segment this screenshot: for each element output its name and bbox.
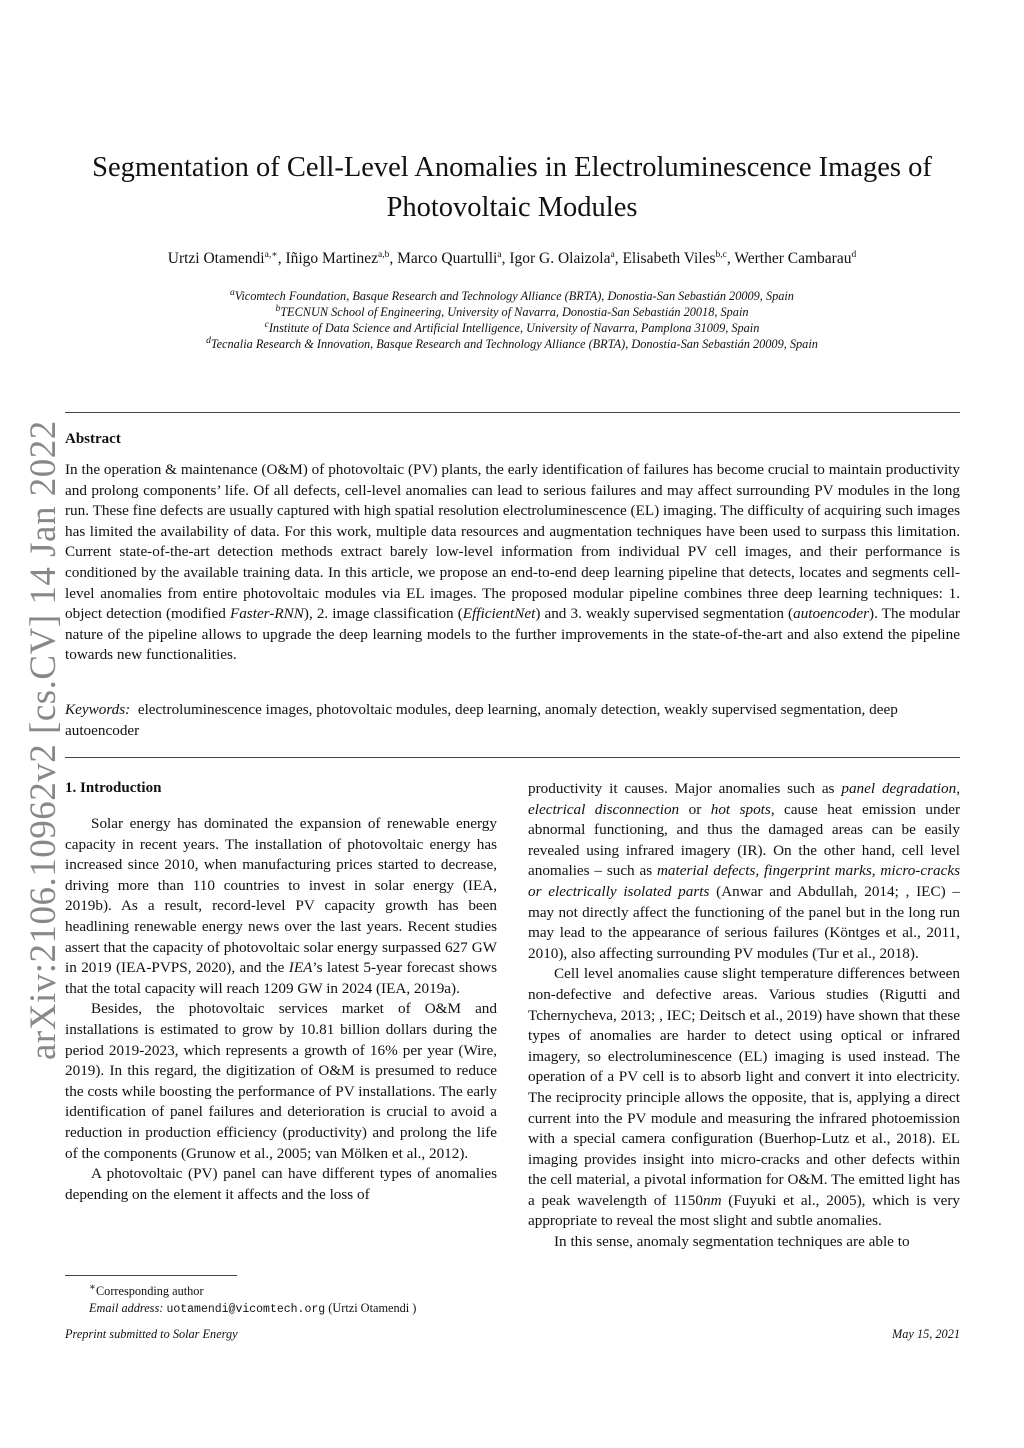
affiliation-mark: c [264,320,269,330]
author-affiliation-mark: a [497,250,502,260]
author-separator: , [614,250,623,268]
abstract-heading: Abstract [65,431,121,447]
abstract-text: ). The modular nature of the pipeline allows to upgrade the deep learning models to the further improvements in the state-of-the-art and also extend the pipeline towards new functionalities. [65,605,960,664]
body-paragraph: Besides, the photovoltaic services market of O&M and installations is estimated to grow by 10.81 billion dollars during the period 2019-2023, which represents a growth of 16% per year (Wire, 2019). In this regard, the digitization of O&M is presumed to reduce the costs while boosting the performance of PV installations. The early identification of panel failures and deterioration is crucial to avoid a reduction in production efficiency (productivity) and prolong the life of the components (Grunow et al., 2005; van Mölken et al., 2012). [65,1000,497,1162]
author-name: Igor G. Olaizola [509,250,611,268]
paragraph-text: Cell level anomalies cause slight temperature differences between non-defective and defective areas. Various studies (Rigutti and Tchernycheva, 2013; , IEC; Deitsch et al., 2019) have shown that these types of anomalies are harder to detect using optical or infrared imagery, so electroluminescence (EL) imaging is used instead. The operation of a PV cell is to absorb light and convert it into electricity. The reciprocity principle allows the opposite, that is, applying a direct current into the PV module and measuring the infrared photoemission with a special camera configuration (Buerhop-Lutz et al., 2018). EL imaging provides insight into micro-cracks and other defects within the cell material, a pivotal information for O&M. The emitted light has a peak wavelength of 1150 [528,965,960,1209]
author-affiliation-mark: a,∗ [264,250,278,260]
email-owner: (Urtzi Otamendi ) [328,1301,417,1316]
footnote [65,1279,497,1318]
abstract-bottom-rule [65,757,960,758]
affiliation-text: Tecnalia Research & Innovation, Basque Research and Technology Alliance (BRTA), Donostia-San Sebastián 20009, Spain [210,337,818,352]
footer-date: May 15, 2021 [892,1327,960,1341]
abstract-body [65,460,960,666]
keywords-text: electroluminescence images, photovoltaic modules, deep learning, anomaly detection, weakly supervised segmentation, deep autoencoder [65,701,898,739]
affiliation-text: TECNUN School of Engineering, University of Navarra, Donostia-San Sebastián 20018, Spain [280,305,749,320]
paragraph-text: , cause heat emission under abnormal functioning, and thus the damaged areas can be easily revealed using infrared imagery (IR). On the other hand, cell level anomalies – such as [528,800,961,880]
author-name: Marco Quartulli [397,250,498,268]
abstract-text: In the operation & maintenance (O&M) of photovoltaic (PV) plants, the early identification of failures has become crucial to maintain productivity and prolong components’ life. Of all defects, cell-level anomalies can lead to serious failures and may affect surrounding PV modules in the long run. These fine defects are usually captured with high spatial resolution electroluminescence (EL) imaging. The difficulty of acquiring such images has limited the availability of data. For this work, multiple data resources and augmentation techniques have been used to surpass this limitation. Current state-of-the-art detection methods extract barely low-level information from individual PV cell images, and their performance is conditioned by the available training data. In this article, we propose an end-to-end deep learning pipeline that detects, locates and segments cell-level anomalies from entire photovoltaic modules via EL images. The proposed modular pipeline combines three deep learning techniques: 1. object detection (modified [65,461,960,623]
footnote-mark: ∗ [89,1282,96,1293]
footer-preprint-note: Preprint submitted to Solar Energy [65,1327,238,1341]
paragraph-text: , [956,780,960,797]
paragraph-text: (Anwar and Abdullah, 2014; , IEC) – may not directly affect the functioning of the panel but in the long run may lead to the appearance of serious failures (Köntges et al., 2011, 2010), also affecting surrounding PV modules (Tur et al., 2018). [528,882,960,962]
affiliation-text: Vicomtech Foundation, Basque Research and Technology Alliance (BRTA), Donostia-San Sebastián 20009, Spain [234,289,794,304]
author-affiliation-mark: b,c [715,250,727,260]
author-name: Elisabeth Viles [622,250,716,268]
abstract-emphasis: Faster-RNN [229,605,304,623]
arxiv-identifier-stamp: arXiv:2106.10962v2 [cs.CV] 14 Jan 2022 [23,420,64,1060]
paragraph-text: Solar energy has dominated the expansion of renewable energy capacity in recent years. The installation of photovoltaic energy has increased since 2010, when manufacturing prices started to decrease, driving more than 110 countries to invest in solar energy (IEA, 2019b). As a result, record-level PV capacity growth has been headlining renewable energy news over the last years. Recent studies assert that the capacity of photovoltaic solar energy surpassed 627 GW in 2019 (IEA-PVPS, 2020), and the [65,815,497,977]
affiliation-text: Institute of Data Science and Artificial Intelligence, University of Navarra, Pamplona 31009, Spain [268,321,760,336]
author-separator: , [389,250,398,268]
affiliation-line [40,288,984,304]
author-affiliation-mark: a,b [377,250,390,260]
author-affiliation-mark: d [851,250,857,260]
body-paragraph: In this sense, anomaly segmentation techniques are able to [554,1233,910,1251]
paragraph-emphasis: panel degradation [841,780,957,797]
paragraph-emphasis: electrical disconnection [528,800,680,818]
affiliation-mark: b [275,304,281,314]
body-paragraph: A photovoltaic (PV) panel can have different types of anomalies depending on the element it affects and the loss of [65,1165,497,1203]
author-separator: , [501,250,510,268]
author-name: Iñigo Martinez [285,250,378,268]
body-paragraph [528,779,960,964]
author-list [40,249,984,268]
abstract-emphasis: autoencoder [793,605,870,623]
keywords [65,700,960,741]
paper-title: Segmentation of Cell-Level Anomalies in Electroluminescence Images of Photovoltaic Modules [92,152,932,223]
footnote-rule [65,1275,237,1276]
keywords-label: Keywords: [65,701,131,718]
affiliation-line [40,320,984,336]
right-column [528,779,960,1253]
author-name: Urtzi Otamendi [167,250,265,268]
affiliation-line [40,336,984,352]
paragraph-text: or [679,800,711,818]
affiliation-mark: d [206,336,211,346]
footnote-corresponding [65,1279,497,1300]
email-link[interactable]: uotamendi@vicomtech.org [166,1303,326,1317]
author-affiliation-mark: a [610,250,615,260]
author-name: Werther Cambarau [734,250,852,268]
author-separator: , [726,250,735,268]
body-paragraph [65,814,497,999]
abstract-top-rule [65,412,960,413]
paragraph-emphasis: material defects, fingerprint marks, micro-cracks or electrically isolated parts [528,862,960,900]
footnote-text: Corresponding author [95,1284,204,1299]
body-paragraph [528,964,960,1232]
section-heading-introduction: 1. Introduction [65,780,162,796]
paragraph-text: productivity it causes. Major anomalies such as [528,780,842,797]
abstract-text: ) and 3. weakly supervised segmentation ( [535,605,794,623]
affiliation-mark: a [230,288,235,298]
author-separator: , [277,250,286,268]
paragraph-text: ’s latest 5-year forecast shows that the total capacity will reach 1209 GW in 2024 (IEA, 2019a). [65,959,497,997]
email-label: Email address: [89,1301,164,1316]
affiliation-line [40,304,984,320]
paragraph-text: (Fuyuki et al., 2005), which is very appropriate to reveal the most slight and subtle anomalies. [528,1191,960,1230]
left-column [65,814,497,1205]
paragraph-emphasis: IEA [288,959,313,977]
abstract-text: ), 2. image classification ( [303,605,463,623]
footnote-email [65,1300,497,1318]
paragraph-emphasis: hot spots [710,800,771,818]
abstract-emphasis: EfficientNet [462,605,536,623]
paragraph-emphasis: nm [702,1191,722,1209]
